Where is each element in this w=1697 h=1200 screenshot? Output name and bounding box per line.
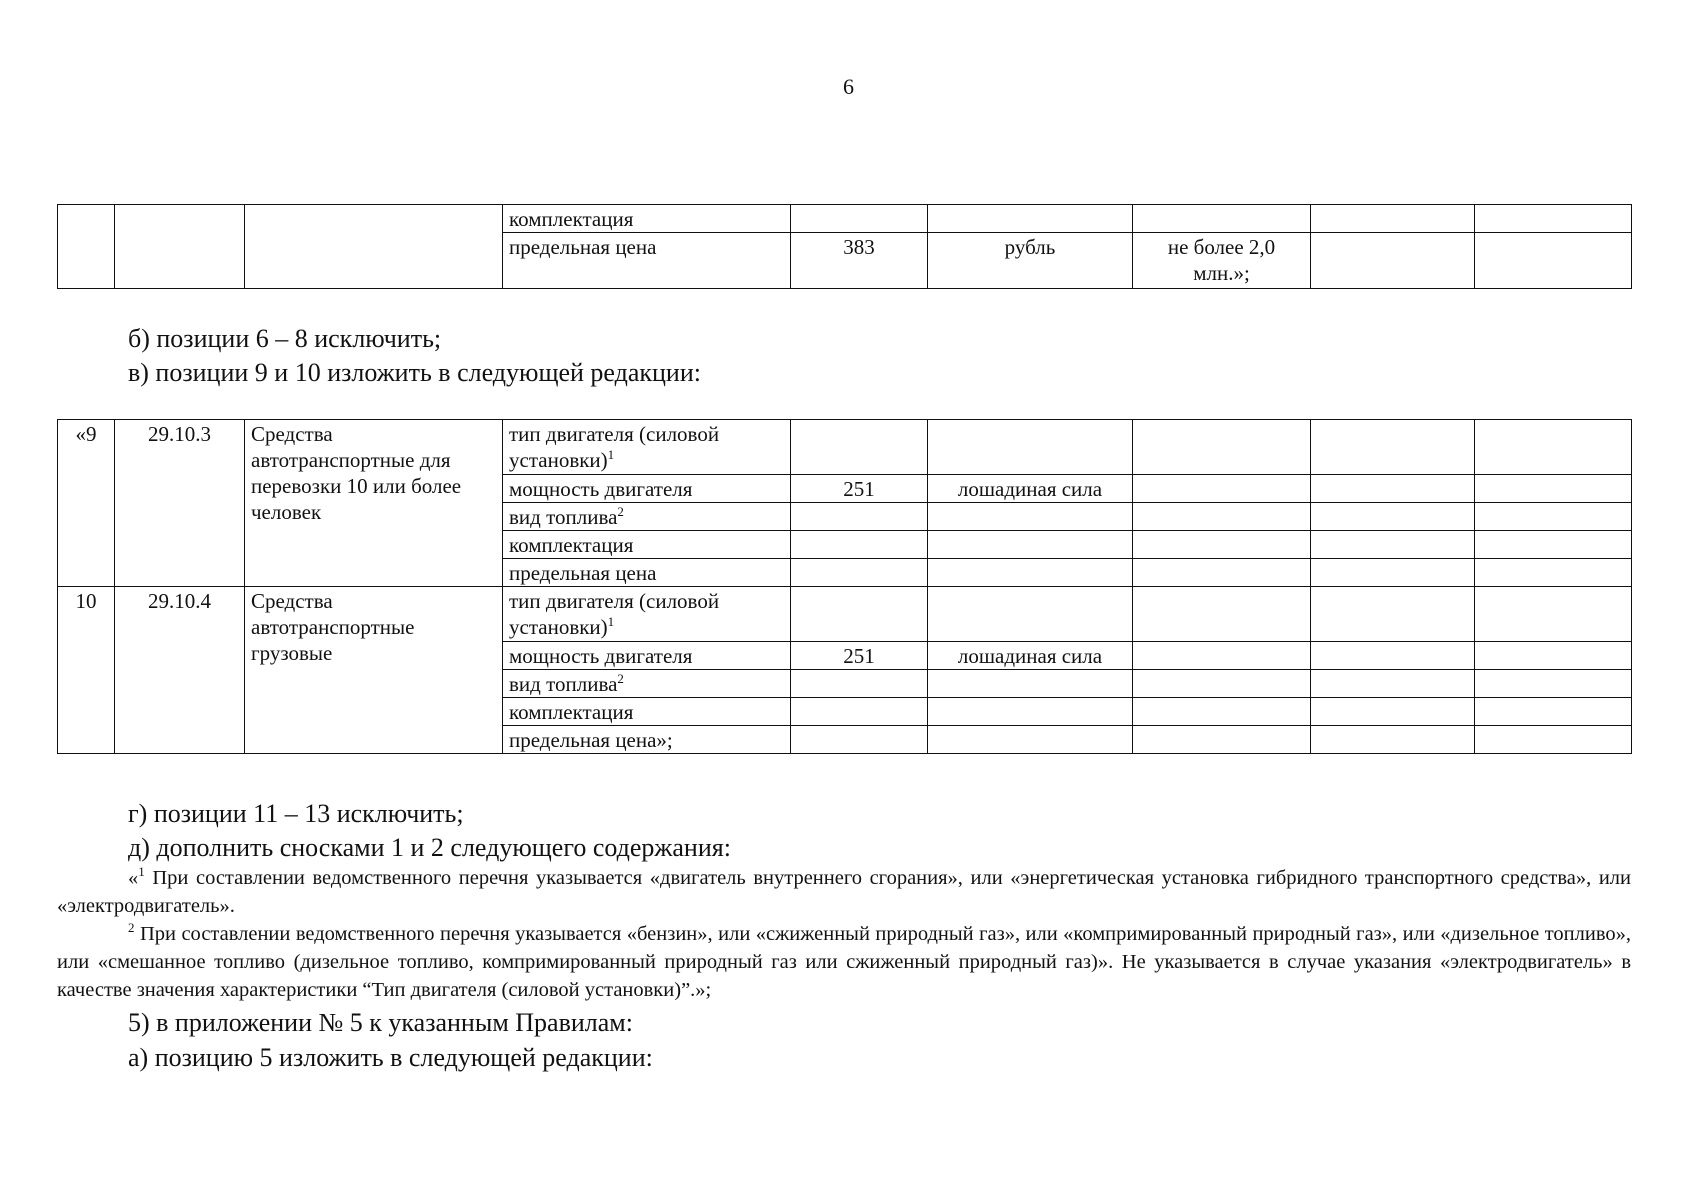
cell-num: 10 [58,587,115,754]
cell-col8 [1311,559,1475,587]
cell-unit [928,587,1133,642]
cell-num [58,205,115,289]
paragraph-b: б) позиции 6 – 8 исключить; [128,324,442,353]
paragraph-5: 5) в приложении № 5 к указанным Правилам: [128,1008,633,1037]
table-row [58,420,1632,475]
cell-characteristic: вид топлива$^2$ [503,503,791,531]
cell-value [1133,531,1311,559]
cell-characteristic: тип двигателя (силовой установки)$^1$ [503,587,791,642]
cell-col9 [1475,205,1632,233]
cell-unit: лошадиная сила [928,475,1133,503]
cell-unit [928,726,1133,754]
cell-col9 [1475,559,1632,587]
cell-unit [928,670,1133,698]
cell-col8 [1311,503,1475,531]
cell-col9 [1475,670,1632,698]
cell-col9 [1475,503,1632,531]
cell-col8 [1311,642,1475,670]
page-number: 6 [843,74,854,99]
cell-code [791,420,928,475]
cell-col9 [1475,233,1632,289]
cell-characteristic: комплектация [503,531,791,559]
cell-characteristic: предельная цена»; [503,726,791,754]
cell-value: не более 2,0 млн.»; [1133,233,1311,289]
cell-col8 [1311,698,1475,726]
cell-value [1133,420,1311,475]
cell-characteristic: вид топлива$^2$ [503,670,791,698]
table-row [58,587,1632,642]
cell-unit: рубль [928,233,1133,289]
cell-num: «9 [58,420,115,587]
cell-name: Средства автотранспортные грузовые [245,587,503,754]
cell-value [1133,698,1311,726]
cell-col8 [1311,726,1475,754]
cell-col8 [1311,670,1475,698]
cell-characteristic: комплектация [503,205,791,233]
cell-code [791,205,928,233]
cell-okpd: 29.10.3 [115,420,245,587]
cell-col9 [1475,531,1632,559]
cell-value [1133,503,1311,531]
cell-col8 [1311,420,1475,475]
footnote-2: $^2$ При составлении ведомственного перечня указывается «бензин», или «сжиженный природный газ», или «компримированный природный газ», или «дизельное топливо», или «смешанное топливо (дизельное топливо, компримированный природный газ или сжиженный природный газ)». Не указывается в случае указания «электродвигатель» в качестве значения характеристики “Тип двигателя (силовой установки)”.»; [57,920,1631,1001]
cell-col8 [1311,587,1475,642]
cell-code: 383 [791,233,928,289]
paragraph-v: в) позиции 9 и 10 изложить в следующей редакции: [128,358,701,387]
cell-col8 [1311,205,1475,233]
cell-okpd [115,205,245,289]
footnote-1: «$^1$ При составлении ведомственного перечня указывается «двигатель внутреннего сгорания», или «энергетическая установка гибридного транспортного средства», или «электродвигатель». [57,864,1631,917]
positions-table [57,419,1632,754]
cell-name [245,205,503,289]
cell-characteristic: предельная цена [503,559,791,587]
cell-col9 [1475,726,1632,754]
cell-code [791,726,928,754]
cell-code [791,531,928,559]
cell-characteristic: предельная цена [503,233,791,289]
cell-col9 [1475,642,1632,670]
cell-code: 251 [791,475,928,503]
cell-code [791,698,928,726]
cell-col8 [1311,475,1475,503]
cell-unit [928,698,1133,726]
cell-value [1133,559,1311,587]
cell-characteristic: тип двигателя (силовой установки)$^1$ [503,420,791,475]
cell-characteristic: комплектация [503,698,791,726]
cell-characteristic: мощность двигателя [503,475,791,503]
cell-value [1133,475,1311,503]
cell-code [791,587,928,642]
cell-value [1133,205,1311,233]
cell-col8 [1311,531,1475,559]
cell-value [1133,587,1311,642]
cell-unit [928,531,1133,559]
cell-code [791,559,928,587]
cell-unit [928,503,1133,531]
cell-code: 251 [791,642,928,670]
cell-value [1133,726,1311,754]
table-row [58,205,1632,233]
cell-characteristic: мощность двигателя [503,642,791,670]
cell-value [1133,670,1311,698]
cell-code [791,670,928,698]
cell-unit [928,420,1133,475]
paragraph-d: д) дополнить сносками 1 и 2 следующего содержания: [128,833,731,862]
cell-value [1133,642,1311,670]
cell-col9 [1475,698,1632,726]
cell-name: Средства автотранспортные для перевозки 10 или более человек [245,420,503,587]
cell-code [791,503,928,531]
cell-okpd: 29.10.4 [115,587,245,754]
cell-col9 [1475,420,1632,475]
paragraph-g: г) позиции 11 – 13 исключить; [128,799,464,828]
cell-col9 [1475,475,1632,503]
cell-unit [928,559,1133,587]
paragraph-a: а) позицию 5 изложить в следующей редакции: [128,1043,653,1072]
cell-col9 [1475,587,1632,642]
cell-unit: лошадиная сила [928,642,1133,670]
continuation-table [57,204,1632,289]
cell-col8 [1311,233,1475,289]
cell-unit [928,205,1133,233]
